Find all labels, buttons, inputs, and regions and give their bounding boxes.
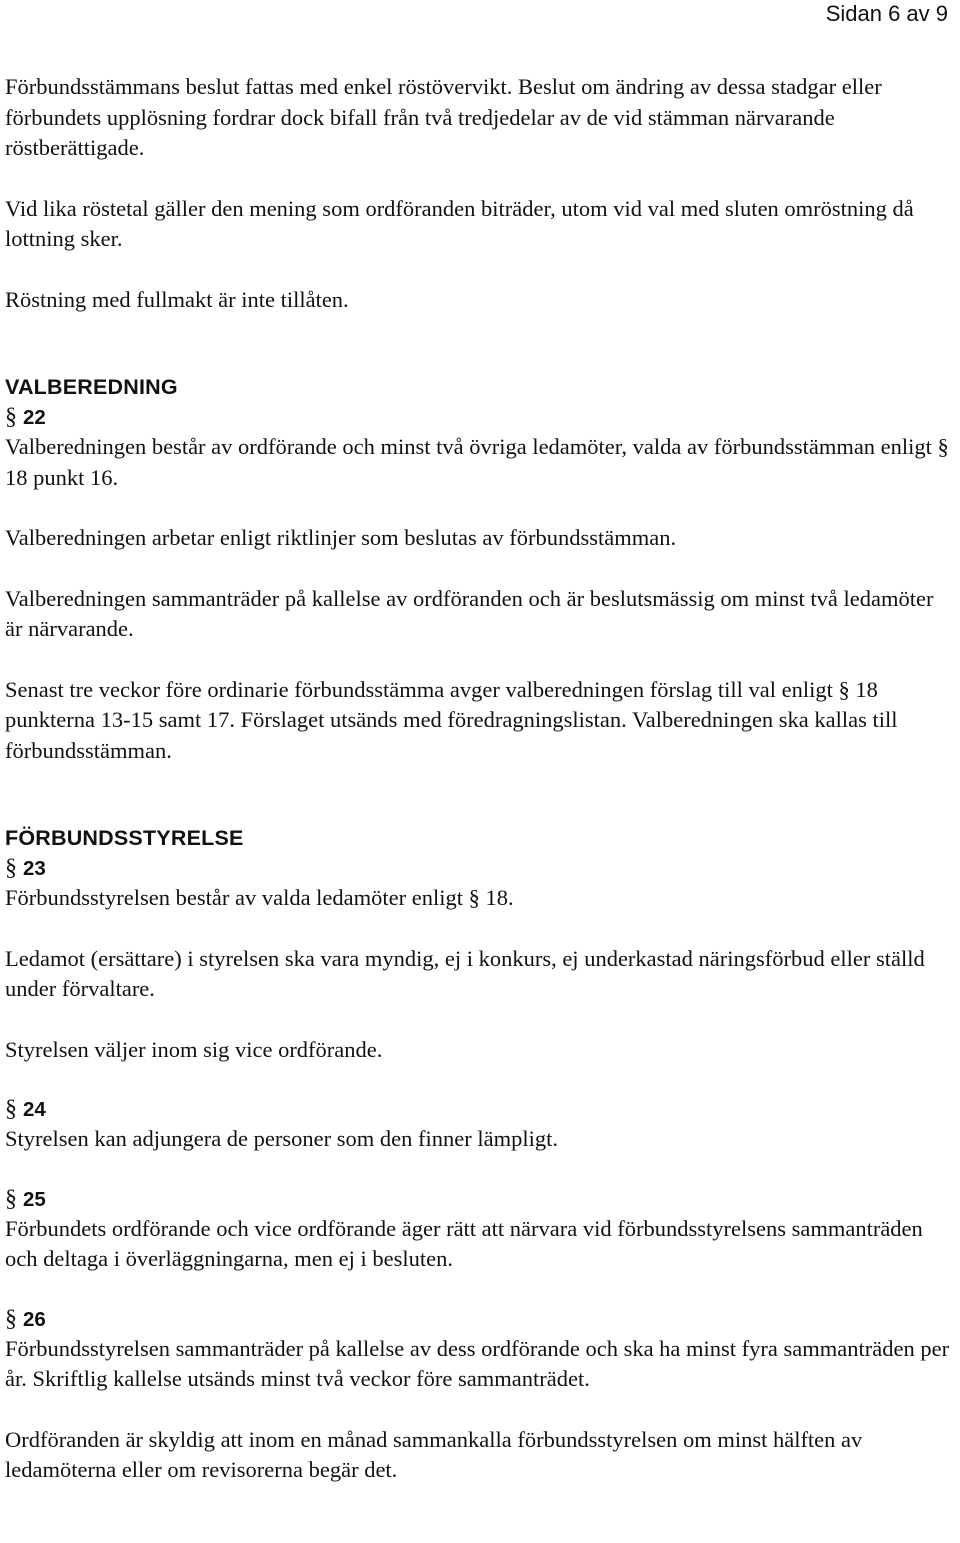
heading-valberedning: VALBEREDNING <box>5 375 178 399</box>
section-26-number: § 26 <box>5 1305 46 1332</box>
paragraph-voting-majority: Förbundsstämmans beslut fattas med enkel röstövervikt. Beslut om ändring av dessa stadgar eller förbundets upplösning fordrar dock bifall från två tredjedelar av de vid stämman närvarande röstberättigade. <box>5 74 882 160</box>
paragraph-board-adjunct: Styrelsen kan adjungera de personer som den finner lämpligt. <box>5 1126 558 1151</box>
paragraph-board-composition: Förbundsstyrelsen består av valda ledamöter enligt § 18. <box>5 885 514 910</box>
paragraph-board-meetings: Förbundsstyrelsen sammanträder på kallelse av dess ordförande och ska ha minst fyra sammanträden per år. Skriftlig kallelse utsänds minst två veckor före sammanträdet. <box>5 1335 950 1391</box>
section-sign: § <box>5 404 17 430</box>
section-sign: § <box>5 1185 17 1212</box>
paragraph-valberedning-proposal: Senast tre veckor före ordinarie förbundsstämma avger valberedningen förslag till val enligt § 18 punkterna 13-15 samt 17. Förslaget utsänds med föredragningslistan. Valberedningen ska kallas till förbundsstämman. <box>5 676 898 763</box>
paragraph-valberedning-meetings: Valberedningen sammanträder på kallelse av ordföranden och är beslutsmässig om minst två ledamöter är närvarande. <box>5 585 934 641</box>
section-22-number: § 22 <box>5 404 46 430</box>
page-number: Sidan 6 av 9 <box>825 1 948 26</box>
paragraph-proxy-voting: Röstning med fullmakt är inte tillåten. <box>5 286 349 312</box>
section-24-number: § 24 <box>5 1096 46 1122</box>
paragraph-chair-obligation: Ordföranden är skyldig att inom en månad sammankalla förbundsstyrelsen om minst hälften av ledamöterna eller om revisorerna begär det. <box>5 1426 863 1482</box>
paragraph-board-vice-chair: Styrelsen väljer inom sig vice ordförande. <box>5 1036 383 1062</box>
paragraph-valberedning-composition: Valberedningen består av ordförande och minst två övriga ledamöter, valda av förbundsstämman enligt § 18 punkt 16. <box>5 434 949 490</box>
paragraph-tie-vote: Vid lika röstetal gäller den mening som ordföranden biträder, utom vid val med sluten omröstning då lottning sker. <box>5 195 914 251</box>
paragraph-board-member-eligibility: Ledamot (ersättare) i styrelsen ska vara myndig, ej i konkurs, ej underkastad näringsförbud eller ställd under förvaltare. <box>5 945 925 1001</box>
section-sign: § <box>5 855 17 881</box>
paragraph-chair-attendance: Förbundets ordförande och vice ordförande äger rätt att närvara vid förbundsstyrelsens sammanträden och deltaga i överläggningarna, men ej i besluten. <box>5 1215 923 1271</box>
paragraph-valberedning-guidelines: Valberedningen arbetar enligt riktlinjer som beslutas av förbundsstämman. <box>5 525 677 550</box>
section-sign: § <box>5 1096 17 1122</box>
section-23-number: § 23 <box>5 855 46 881</box>
section-25-number: § 25 <box>5 1185 46 1212</box>
page-content <box>5 72 953 1486</box>
heading-forbundsstyrelse: FÖRBUNDSSTYRELSE <box>5 826 244 850</box>
section-sign: § <box>5 1305 17 1332</box>
